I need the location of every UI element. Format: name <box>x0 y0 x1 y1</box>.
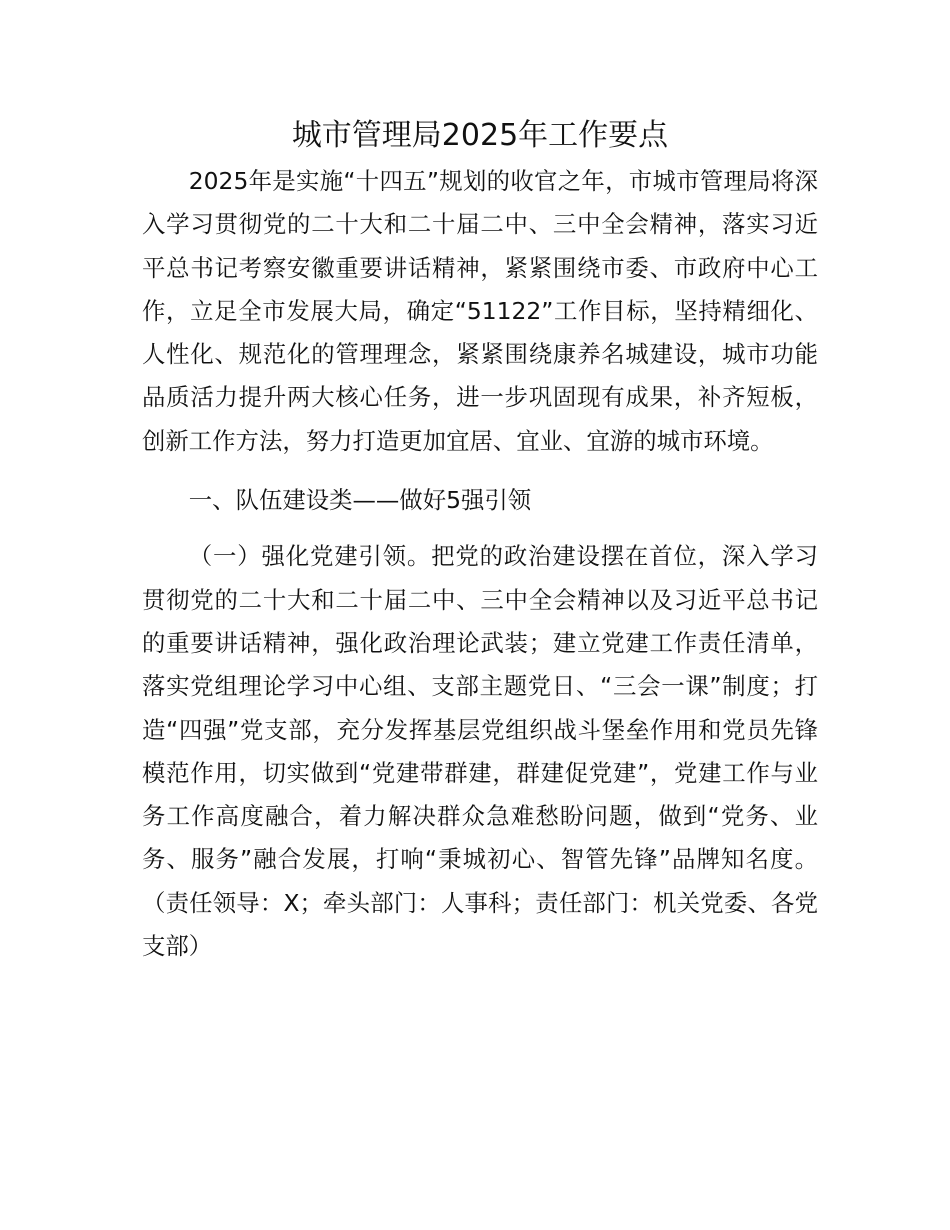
section-heading: 一、队伍建设类——做好5强引领 <box>188 486 532 515</box>
intro-paragraph: 2025年是实施“十四五”规划的收官之年，市城市管理局将深入学习贯彻党的二十大和二十届二中、三中全会精神，落实习近平总书记考察安徽重要讲话精神，紧紧围绕市委、市政府中心工作，立足全市发展大局，确定“51122”工作目标，坚持精细化、人性化、规范化的管理理念，紧紧围绕康养名城建设，城市功能品质活力提升两大核心任务，进一步巩固现有成果，补齐短板，创新工作方法，努力打造更加宜居、宜业、宜游的城市环境。 <box>142 167 818 455</box>
document-page <box>142 112 818 968</box>
document-title: 城市管理局2025年工作要点 <box>291 118 669 153</box>
section-item-paragraph: （一）强化党建引领。把党的政治建设摆在首位，深入学习贯彻党的二十大和二十届二中、三中全会精神以及习近平总书记的重要讲话精神，强化政治理论武装；建立党建工作责任清单，落实党组理论学习中心组、支部主题党日、“三会一课”制度；打造“四强”党支部，充分发挥基层党组织战斗堡垒作用和党员先锋模范作用，切实做到“党建带群建，群建促党建”，党建工作与业务工作高度融合，着力解决群众急难愁盼问题，做到“党务、业务、服务”融合发展，打响“秉城初心、智管先锋”品牌知名度。（责任领导：X；牵头部门：人事科；责任部门：机关党委、各党支部） <box>142 542 818 961</box>
